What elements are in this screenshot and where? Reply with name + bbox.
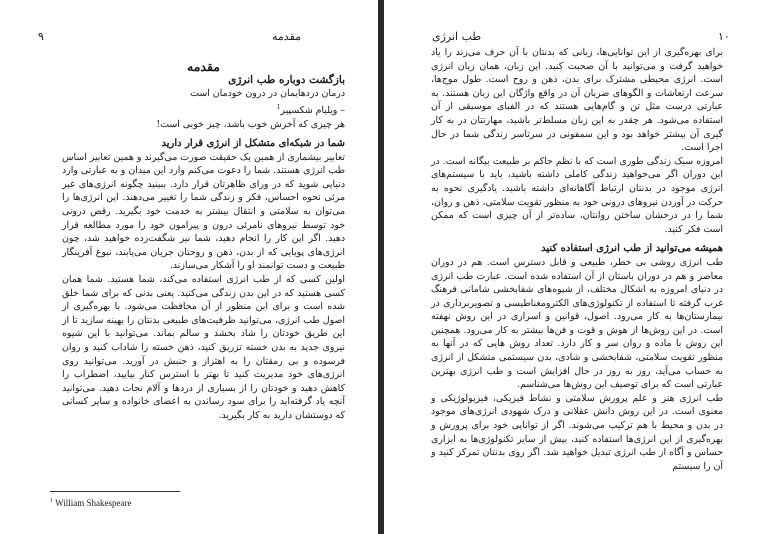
left-running-head: مقدمه — [272, 30, 302, 43]
right-page-number: ۱۰ — [718, 30, 730, 43]
paragraph: تعابیر بیشماری از همین یک حقیقت صورت می‌گیرند و همین تعابیر اساس طب انرژی هستند. شما را دعوت می‌کنم وارد این میدان و به عبارتی وارد دنیایی شوید که در ورای ظاهرتان قرار دارد. ببینید چگونه انرژی‌های غیر مرئی نحوه احساس، فکر و زندگی شما را تغییر می‌دهند. این انرژی‌ها را می‌توان به سلامتی و انتقال بیشتر به خدمت خود بگیرید. رقص درونی خود توسط نیروهای نامرئی درون و پیرامون خود را مورد مطالعه قرار دهید. اگر این کار را انجام دهید، شما نیز شگفت‌زده خواهید شد، چون انرژی‌های پویایی که از بدن، ذهن و روحتان جریان می‌یابند، نبوغ آفرینگار طبیعت و دست توانمند او را آشکار می‌سازند. — [62, 151, 345, 272]
right-running-head: طب انرژی — [432, 30, 482, 43]
quote-line: درمان دردهایمان در درون خودمان است — [190, 88, 345, 100]
section-heading-2: شما در شبکه‌ای متشکل از انرژی قرار دارید — [161, 138, 345, 150]
paragraph: امروزه سبک زندگی طوری است که با نظم حاکم بر طبیعت بیگانه است. در این دوران اگر می‌خواهید زندگی کاملی داشته باشید، باید با سیستم‌های انرژی موجود در بدنتان ارتباط آگاهانه‌ای داشته باشید. یادگیری نحوه به حرکت در آوردن نیروهای درونی خود به منظور تقویت سلامتی، ذهن و روان، شما را در درخشان ساختن روانتان، ساده‌تر از آن چیزی است که ممکن است فکر کنید. — [431, 155, 723, 235]
footnote: $^1$ William Shakespeare — [50, 498, 132, 508]
paragraph: طب انرژی روشی بی خطر، طبیعی و قابل دسترس است. هم در دوران معاصر و هم در دوران باستان از آن استفاده شده است. عبارت طب انرژی در دنیای امروزه به اشکال مختلف، از شیوه‌های شفابخشی شامانی فرهنگ غرب گرفته تا استفاده از تکنولوژی‌های الکترومغناطیسی و تصویربرداری در بیمارستان‌ها به کار می‌رود. اصول، قوانین و اسراری در این روش نهفته است. در این روش‌ها از هوش و قوت و فن‌ها بیشتر به کار می‌رود. همچنین این روش با ماده و روان سر و کار دارد. تعداد روش هایی که در آنها به منظور تقویت سلامتی، شفابخشی و شادی، بدن سیستمی متشکل از انرژی به حساب می‌آید، روز به روز در حال افزایش است و طب انرژی بهترین عبارتی است که برای توصیف این روش‌ها می‌شناسم. — [431, 256, 723, 391]
section-heading: بازگشت دوباره طب انرژی — [228, 73, 345, 86]
paragraph: برای بهره‌گیری از این توانایی‌ها، زبانی که بدنتان با آن حرف می‌زند را یاد خواهید گرفت و می‌توانید با آن صحبت کنید. این زبان، همان زبان انرژی است. انرژی محیطی مشترک برای بدن، ذهن و روح است. طول موج‌ها، سرعت ارتعاشات و الگوهای ضربان آن در واقع واژگان این زبان هستند. به عبارتی درست مثل تن و گام‌هایی هستند که در الفبای موسیقی از آن استفاده می‌شود. هر چقدر به این زبان مسلط‌تر باشید، مهارتتان در به کار گیری آن بیشتر خواهد بود و این سمفونی در سرتاسر زندگی شما در حال اجرا است. — [431, 47, 723, 154]
footnote-marker: 1 — [276, 103, 281, 111]
right-body — [431, 46, 723, 473]
quote-author: – ویلیام شکسپیر$^1$ — [276, 103, 345, 116]
left-page-number: ۹ — [38, 30, 44, 43]
section-heading: همیشه می‌توانید از طب انرژی استفاده کنید — [541, 243, 723, 255]
left-page — [0, 0, 378, 534]
right-page — [384, 0, 768, 534]
footnote-rule — [50, 491, 180, 492]
quote-line: هر چیزی که آخرش خوب باشد، چیز خوبی است! — [156, 118, 345, 130]
paragraph: طب انرژی هنر و علم پرورش سلامتی و نشاط فیزیکی، فیزیولوژیکی و معنوی است. در این روش دانش عقلانی و درک شهودی انرژی‌های موجود در بدن و محیط با هم ترکیب می‌شوند. اگر از توانایی خود برای پرورش و بهره‌گیری از این انرژی‌ها استفاده کنید، بیش از سایر تکنولوژی‌ها به ابزاری حساس و آگاه از طب انرژی تبدیل خواهید شد. اگر روی بدنتان تمرکز کنید و آن را سیستم — [431, 392, 723, 472]
chapter-title: مقدمه — [187, 59, 220, 74]
left-body — [62, 60, 345, 423]
paragraph: اولین کسی که از طب انرژی استفاده می‌کند، شما هستید. شما همان کسی هستید که در این بدن زندگی می‌کنید. یعنی بدنی که برای شما خلق شده است و برای این منظور از آن محافظت می‌شود. با بهره‌گیری از اصول طب انرژی، می‌توانید ظرفیت‌های طبیعی بدنتان را بهینه سازید تا از این طریق خودتان را شاد بخشد و سالم بماند. می‌توانید با این شیوه نیروی جدید به بدن خسته تزریق کنید، ذهن خسته را شاداب کنید و روان فرسوده و بی رمقتان را به اهتزاز و جنبش در آورید. می‌توانید روی انرژی‌های خود مدیریت کنید تا بهتر با استرس کنار بیایید، اضطراب را کاهش دهید و خودتان را از بسیاری از دردها و آلام نجات دهید. می‌توانید آنچه یاد گرفته‌اید را برای سود رساندن به اعضای خانواده و سایر کسانی که دوستشان دارید به کار بگیرید. — [62, 274, 345, 421]
